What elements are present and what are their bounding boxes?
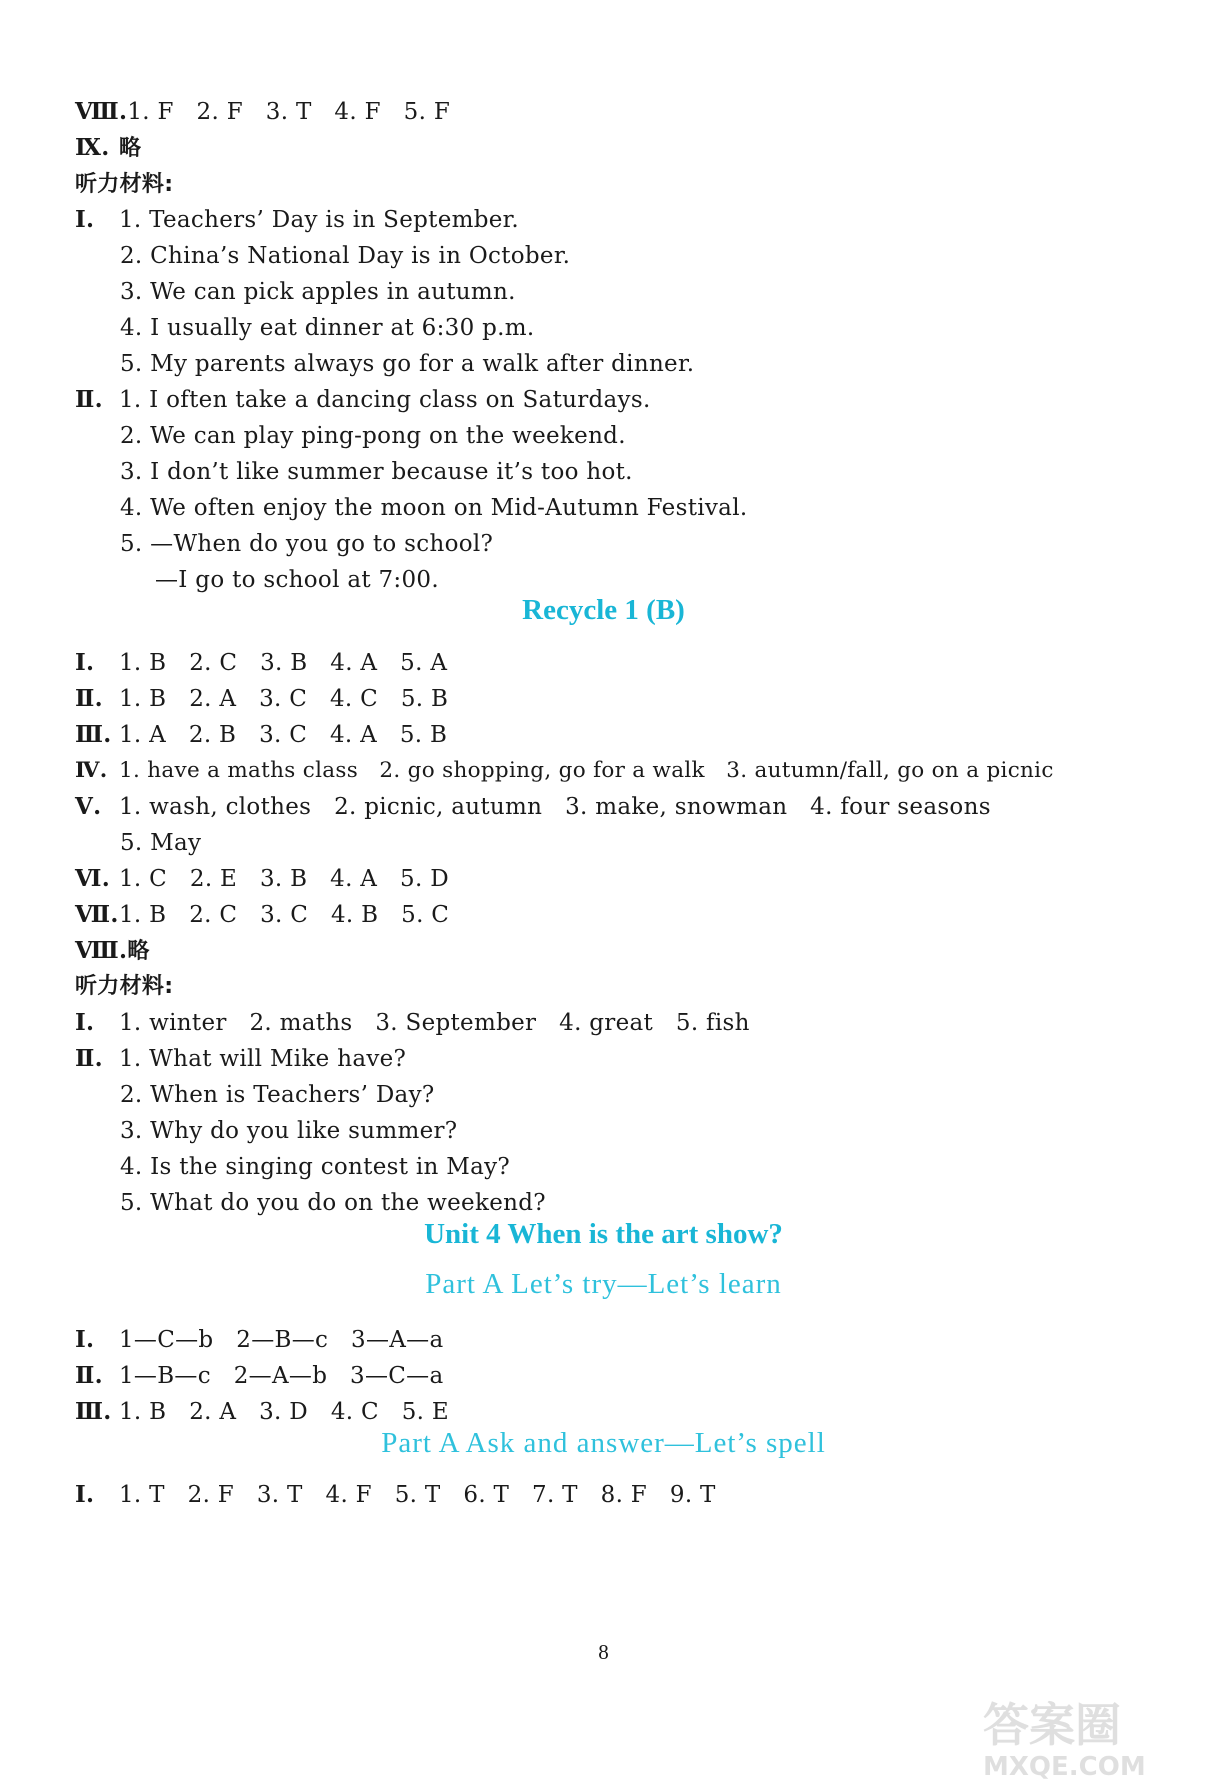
answer-line: 2. China’s National Day is in October. [120,243,571,269]
answer-line [75,936,1167,967]
answer-line: 3. Why do you like summer? [120,1118,458,1144]
listening-material-label: 听力材料: [75,974,174,999]
answer-line [75,684,1167,714]
answer-line [75,792,1167,822]
answer-text: 1. B 2. C 3. C 4. B 5. C [119,902,450,928]
answer-line [75,648,1167,678]
answer-text: 1. What will Mike have? [119,1046,407,1072]
answer-line: 3. I don’t like summer because it’s too hot. [120,459,633,485]
answer-line [75,205,1167,235]
answer-text: 略 [119,136,142,161]
roman-numeral: Ⅱ. [75,1045,103,1072]
answer-line [75,1361,1167,1391]
roman-numeral: Ⅲ. [75,721,112,748]
answer-line: 2. We can play ping-pong on the weekend. [120,423,626,449]
answer-line [75,1044,1167,1074]
roman-numeral: Ⅷ. [75,98,128,125]
answer-text: 1. have a maths class 2. go shopping, go for a walk 3. autumn/fall, go on a picnic [119,758,1054,783]
answer-line: 5. May [120,830,202,856]
watermark-text: 答案圈 [983,1698,1121,1752]
answer-text: 1—C—b 2—B—c 3—A—a [119,1327,444,1353]
listening-material-label: 听力材料: [75,172,174,197]
section-heading: Recycle 1 (B) [522,594,685,626]
answer-line [75,1480,1167,1510]
answer-text: 1. C 2. E 3. B 4. A 5. D [119,866,449,892]
answer-line [75,1325,1167,1355]
watermark-logo [983,1698,1193,1788]
roman-numeral: Ⅲ. [75,1398,112,1425]
answer-line [75,385,1167,415]
roman-numeral: Ⅱ. [75,685,103,712]
answer-text: 1. B 2. A 3. D 4. C 5. E [119,1399,449,1425]
roman-numeral: Ⅸ. [75,134,110,161]
answer-line: 3. We can pick apples in autumn. [120,279,516,305]
part-subheading: Part A Let’s try—Let’s learn [425,1268,782,1300]
answer-text: 1. Teachers’ Day is in September. [119,207,520,233]
roman-numeral: Ⅱ. [75,1362,103,1389]
answer-line: 5. My parents always go for a walk after dinner. [120,351,695,377]
answer-line: 5. What do you do on the weekend? [120,1190,546,1216]
answer-line [75,864,1167,894]
watermark-url: MXQE.COM [983,1752,1146,1782]
answer-text: 1. I often take a dancing class on Saturdays. [119,387,651,413]
roman-numeral: Ⅷ. [75,937,128,964]
roman-numeral: Ⅰ. [75,649,95,676]
answer-line: 4. We often enjoy the moon on Mid-Autumn Festival. [120,495,748,521]
roman-numeral: Ⅴ. [75,793,102,820]
roman-numeral: Ⅶ. [75,901,119,928]
roman-numeral: Ⅰ. [75,1009,95,1036]
answer-line: 2. When is Teachers’ Day? [120,1082,435,1108]
answer-text: 略 [127,939,150,964]
page-number: 8 [598,1640,609,1664]
answer-line [75,133,1167,164]
roman-numeral: Ⅱ. [75,386,103,413]
answer-line: 4. Is the singing contest in May? [120,1154,511,1180]
answer-text: 1. B 2. C 3. B 4. A 5. A [119,650,448,676]
answer-line: 4. I usually eat dinner at 6:30 p.m. [120,315,535,341]
answer-text: 1. B 2. A 3. C 4. C 5. B [119,686,449,712]
part-subheading: Part A Ask and answer—Let’s spell [381,1427,826,1459]
answer-text: 1. F 2. F 3. T 4. F 5. F [127,99,451,125]
answer-text: 1. wash, clothes 2. picnic, autumn 3. make, snowman 4. four seasons [119,794,991,820]
roman-numeral: Ⅰ. [75,1481,95,1508]
unit-heading: Unit 4 When is the art show? [424,1218,783,1250]
answer-line [75,97,1167,127]
answer-text: 1. T 2. F 3. T 4. F 5. T 6. T 7. T 8. F 9. T [119,1482,716,1508]
answer-line: 5. —When do you go to school? [120,531,494,557]
answer-line [75,756,1167,786]
roman-numeral: Ⅳ. [75,758,108,783]
answer-line [75,1008,1167,1038]
roman-numeral: Ⅰ. [75,206,95,233]
roman-numeral: Ⅰ. [75,1326,95,1353]
roman-numeral: Ⅵ. [75,865,111,892]
answer-line: —I go to school at 7:00. [155,567,439,593]
answer-text: 1. A 2. B 3. C 4. A 5. B [119,722,448,748]
answer-text: 1. winter 2. maths 3. September 4. great 5. fish [119,1010,750,1036]
answer-text: 1—B—c 2—A—b 3—C—a [119,1363,444,1389]
answer-line [75,900,1167,930]
answer-line [75,720,1167,750]
